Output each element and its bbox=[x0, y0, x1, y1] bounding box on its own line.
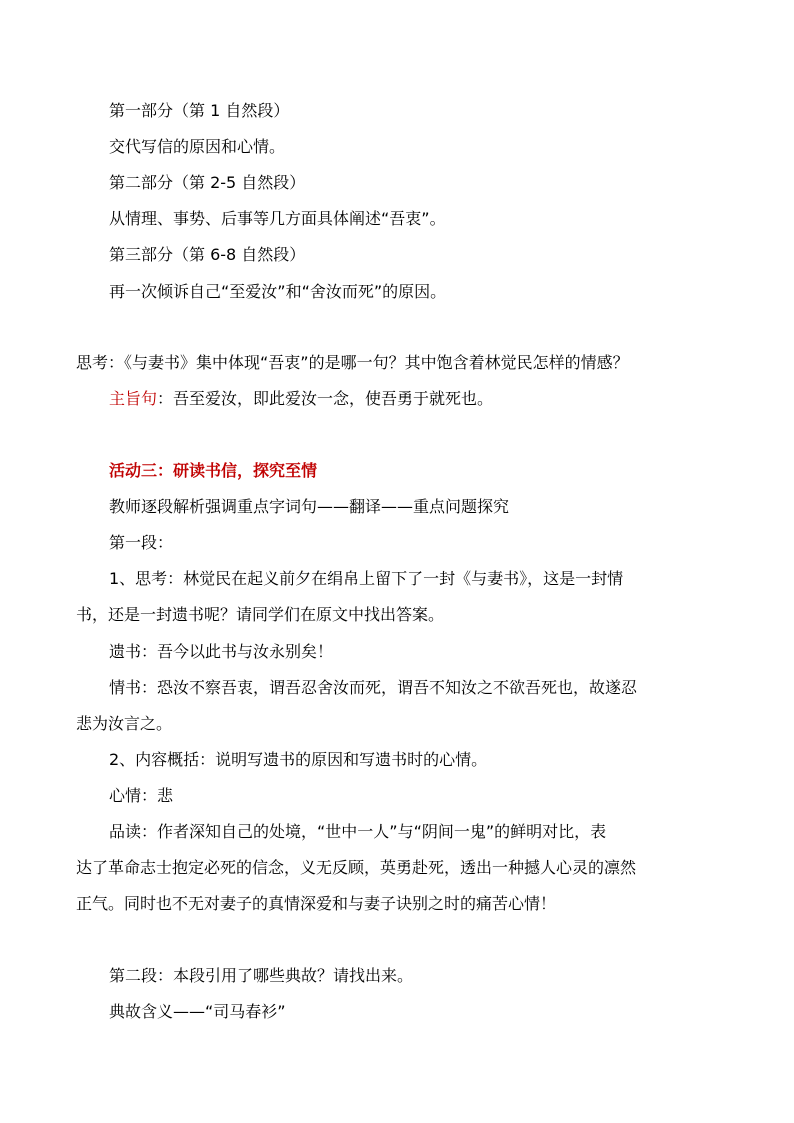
love-letter-line1: 情书：恐汝不察吾衷，谓吾忍舍汝而死，谓吾不知汝之不欲吾死也，故遂忍 bbox=[109, 678, 638, 697]
part3-title: 第三部分（第 6-8 自然段） bbox=[109, 245, 306, 264]
mood-text: 心情：悲 bbox=[109, 786, 174, 805]
part2-title: 第二部分（第 2-5 自然段） bbox=[109, 173, 306, 192]
will-letter-text: 遗书：吾今以此书与汝永别矣！ bbox=[109, 642, 334, 661]
part3-description: 再一次倾诉自己“至爱汝”和“舍汝而死”的原因。 bbox=[109, 282, 447, 301]
theme-sentence-text: ：吾至爱汝，即此爱汝一念，使吾勇于就死也。 bbox=[157, 389, 494, 408]
question2-text: 2、内容概括：说明写遗书的原因和写遗书时的心情。 bbox=[109, 750, 488, 769]
love-letter-line2: 悲为汝言之。 bbox=[76, 714, 173, 733]
question1-line2: 书，还是一封遗书呢？请同学们在原文中找出答案。 bbox=[76, 605, 445, 624]
theme-sentence-label: 主旨句 bbox=[109, 389, 158, 408]
activity3-title: 活动三：研读书信，探究至情 bbox=[109, 461, 318, 480]
part1-description: 交代写信的原因和心情。 bbox=[109, 137, 286, 156]
appreciation-line2: 达了革命志士抱定必死的信念，义无反顾，英勇赴死，透出一种撼人心灵的凛然 bbox=[76, 858, 637, 877]
part1-title: 第一部分（第 1 自然段） bbox=[109, 101, 290, 120]
paragraph2-text: 第二段：本段引用了哪些典故？请找出来。 bbox=[109, 966, 414, 985]
appreciation-line1: 品读：作者深知自己的处境，“世中一人”与“阴间一鬼”的鲜明对比，表 bbox=[109, 822, 607, 841]
part2-description: 从情理、事势、后事等几方面具体阐述“吾衷”。 bbox=[109, 209, 446, 228]
question1-line1: 1、思考：林觉民在起义前夕在绢帛上留下了一封《与妻书》，这是一封情 bbox=[109, 569, 624, 588]
appreciation-line3: 正气。同时也不无对妻子的真情深爱和与妻子诀别之时的痛苦心情！ bbox=[76, 894, 557, 913]
paragraph1-label: 第一段： bbox=[109, 533, 174, 552]
thinking-question: 思考：《与妻书》集中体现“吾衷”的是哪一句？其中饱含着林觉民怎样的情感？ bbox=[76, 353, 629, 372]
theme-sentence bbox=[109, 388, 493, 410]
allusion-text: 典故含义——“司马春衫” bbox=[109, 1002, 286, 1021]
activity3-method: 教师逐段解析强调重点字词句——翻译——重点问题探究 bbox=[109, 497, 510, 516]
